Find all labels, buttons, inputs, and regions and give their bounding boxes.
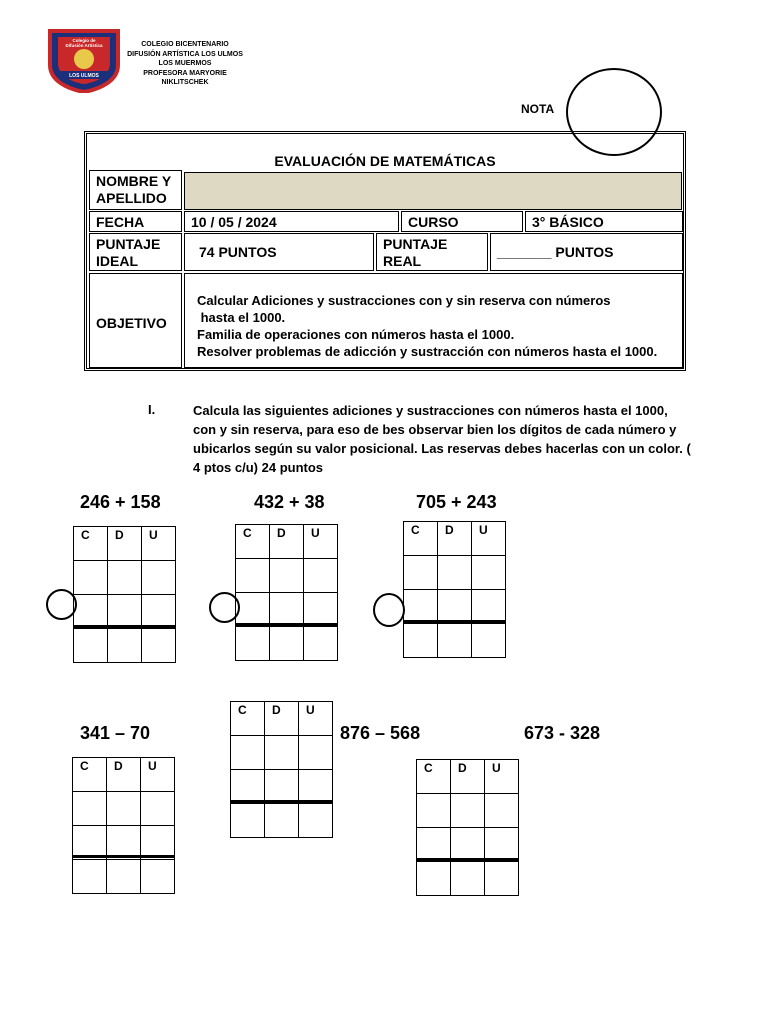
result-cell[interactable]: [141, 860, 175, 894]
result-cell[interactable]: [107, 860, 141, 894]
logo-text-2: Difusión Artística: [65, 43, 103, 48]
problem-6: 673 - 328: [524, 723, 601, 743]
sum-line: [416, 858, 519, 861]
place-value-grid-4[interactable]: [72, 757, 175, 894]
puntaje-ideal-label: PUNTAJE IDEAL: [89, 233, 182, 271]
result-cell[interactable]: [236, 627, 270, 661]
school-line: DIFUSIÓN ARTÍSTICA LOS ULMOS: [127, 50, 243, 58]
grid-cell[interactable]: [404, 590, 438, 624]
grid-cell[interactable]: [451, 794, 485, 828]
logo-text-3: LOS ULMOS: [69, 73, 99, 79]
grid-cell[interactable]: [472, 590, 506, 624]
col-u: U: [311, 526, 320, 540]
col-c: C: [411, 523, 420, 537]
header-cell: [108, 527, 142, 561]
grid-cell[interactable]: [108, 561, 142, 595]
school-info: [120, 40, 250, 88]
grid-cell[interactable]: [74, 595, 108, 629]
grid-cell[interactable]: [142, 561, 176, 595]
col-c: C: [243, 526, 252, 540]
col-u: U: [149, 528, 158, 542]
col-d: D: [115, 528, 124, 542]
sum-line: [72, 855, 175, 858]
grid-cell[interactable]: [231, 770, 265, 804]
section-instructions: Calcula las siguientes adiciones y sustracciones con números hasta el 1000, con y sin reserva, para eso de bes observar bien los dígitos de cada número y ubicarlos según su valor posicional. Las reservas debes hacerlas con un color. ( 4 ptos c/u) 24 puntos: [193, 403, 691, 475]
sum-line: [403, 620, 506, 623]
curso-field[interactable]: 3° BÁSICO: [525, 211, 683, 232]
grid-cell[interactable]: [142, 595, 176, 629]
school-line: COLEGIO BICENTENARIO: [141, 41, 229, 48]
grid-cell[interactable]: [404, 556, 438, 590]
header-cell: [472, 522, 506, 556]
col-c: C: [80, 759, 89, 773]
header-cell: [438, 522, 472, 556]
header-cell: [74, 527, 108, 561]
header-cell: [265, 702, 299, 736]
header-cell: [231, 702, 265, 736]
fecha-label: FECHA: [89, 211, 182, 232]
header-cell: [236, 525, 270, 559]
grid-cell[interactable]: [231, 736, 265, 770]
col-c: C: [238, 703, 247, 717]
grid-cell[interactable]: [451, 828, 485, 862]
result-cell[interactable]: [142, 629, 176, 663]
objetivo-line: Familia de operaciones con números hasta el 1000.: [197, 327, 515, 342]
col-u: U: [306, 703, 315, 717]
result-cell[interactable]: [485, 862, 519, 896]
header-cell: [142, 527, 176, 561]
problem-3: 705 + 243: [416, 492, 497, 512]
result-cell[interactable]: [417, 862, 451, 896]
carry-circle[interactable]: [209, 592, 240, 623]
nota-label: NOTA: [521, 102, 555, 116]
school-line: PROFESORA MARYORIE NIKLITSCHEK: [143, 69, 227, 86]
col-u: U: [148, 759, 157, 773]
col-d: D: [277, 526, 286, 540]
header-cell: [417, 760, 451, 794]
sum-line: [230, 800, 333, 803]
grid-cell[interactable]: [417, 794, 451, 828]
grid-cell[interactable]: [417, 828, 451, 862]
sum-line: [235, 623, 338, 626]
col-c: C: [81, 528, 90, 542]
nombre-field[interactable]: [184, 172, 682, 210]
carry-circle[interactable]: [46, 589, 77, 620]
col-d: D: [445, 523, 454, 537]
col-d: D: [114, 759, 123, 773]
col-c: C: [424, 761, 433, 775]
grid-cell[interactable]: [304, 559, 338, 593]
place-value-grid-6[interactable]: [416, 759, 519, 896]
problem-5: 876 – 568: [340, 723, 421, 743]
grid-cell[interactable]: [236, 559, 270, 593]
grid-cell[interactable]: [141, 792, 175, 826]
grid-cell[interactable]: [438, 590, 472, 624]
problem-2: 432 + 38: [254, 492, 325, 512]
exam-title: EVALUACIÓN DE MATEMÁTICAS: [274, 153, 496, 169]
header-cell: [485, 760, 519, 794]
result-cell[interactable]: [108, 629, 142, 663]
grid-cell[interactable]: [438, 556, 472, 590]
result-cell[interactable]: [438, 624, 472, 658]
problem-4: 341 – 70: [80, 723, 151, 743]
logo-text-1: Colegio de: [72, 38, 96, 43]
grid-cell[interactable]: [472, 556, 506, 590]
col-d: D: [272, 703, 281, 717]
header-cell: [451, 760, 485, 794]
result-cell[interactable]: [304, 627, 338, 661]
col-d: D: [458, 761, 467, 775]
col-u: U: [479, 523, 488, 537]
grid-cell[interactable]: [299, 770, 333, 804]
grid-cell[interactable]: [485, 794, 519, 828]
grid-cell[interactable]: [304, 593, 338, 627]
header-cell: [299, 702, 333, 736]
school-line: LOS MUERMOS: [158, 60, 212, 67]
curso-label: CURSO: [401, 211, 523, 232]
puntaje-ideal-field: 74 PUNTOS: [184, 233, 374, 271]
objetivo-label: OBJETIVO: [89, 273, 182, 368]
grid-cell[interactable]: [108, 595, 142, 629]
objetivo-text: [184, 273, 683, 368]
grid-cell[interactable]: [270, 593, 304, 627]
grid-cell[interactable]: [236, 593, 270, 627]
carry-circle[interactable]: [373, 593, 405, 627]
result-cell[interactable]: [74, 629, 108, 663]
place-value-grid-1[interactable]: [73, 526, 176, 663]
place-value-grid-5[interactable]: [230, 701, 333, 838]
grid-cell[interactable]: [107, 792, 141, 826]
nombre-label: NOMBRE Y APELLIDO: [89, 170, 182, 210]
grid-cell[interactable]: [74, 561, 108, 595]
place-value-grid-3[interactable]: [403, 521, 506, 658]
grid-cell[interactable]: [270, 559, 304, 593]
col-u: U: [492, 761, 501, 775]
objetivo-line: Resolver problemas de adicción y sustracción con números hasta el 1000.: [197, 344, 658, 359]
place-value-grid-2[interactable]: [235, 524, 338, 661]
grid-cell[interactable]: [265, 770, 299, 804]
fecha-field[interactable]: 10 / 05 / 2024: [184, 211, 399, 232]
objetivo-line: hasta el 1000.: [197, 310, 286, 325]
result-cell[interactable]: [472, 624, 506, 658]
header-cell: [141, 758, 175, 792]
result-cell[interactable]: [404, 624, 438, 658]
sum-line: [73, 625, 176, 628]
objetivo-line: Calcular Adiciones y sustracciones con y sin reserva con números: [197, 293, 611, 308]
header-cell: [107, 758, 141, 792]
header-cell: [404, 522, 438, 556]
header-cell: [304, 525, 338, 559]
grid-cell[interactable]: [73, 792, 107, 826]
header-cell: [270, 525, 304, 559]
header-cell: [73, 758, 107, 792]
section-number: I.: [148, 402, 156, 417]
result-cell[interactable]: [299, 804, 333, 838]
result-cell[interactable]: [451, 862, 485, 896]
problem-1: 246 + 158: [80, 492, 161, 512]
puntaje-real-field[interactable]: _______ PUNTOS: [490, 233, 683, 271]
result-cell[interactable]: [231, 804, 265, 838]
grid-cell[interactable]: [485, 828, 519, 862]
result-cell[interactable]: [265, 804, 299, 838]
result-cell[interactable]: [270, 627, 304, 661]
grid-cell[interactable]: [265, 736, 299, 770]
school-logo: [46, 27, 122, 93]
puntaje-real-label: PUNTAJE REAL: [376, 233, 488, 271]
student-info-table: [84, 131, 686, 371]
result-cell[interactable]: [73, 860, 107, 894]
grid-cell[interactable]: [299, 736, 333, 770]
